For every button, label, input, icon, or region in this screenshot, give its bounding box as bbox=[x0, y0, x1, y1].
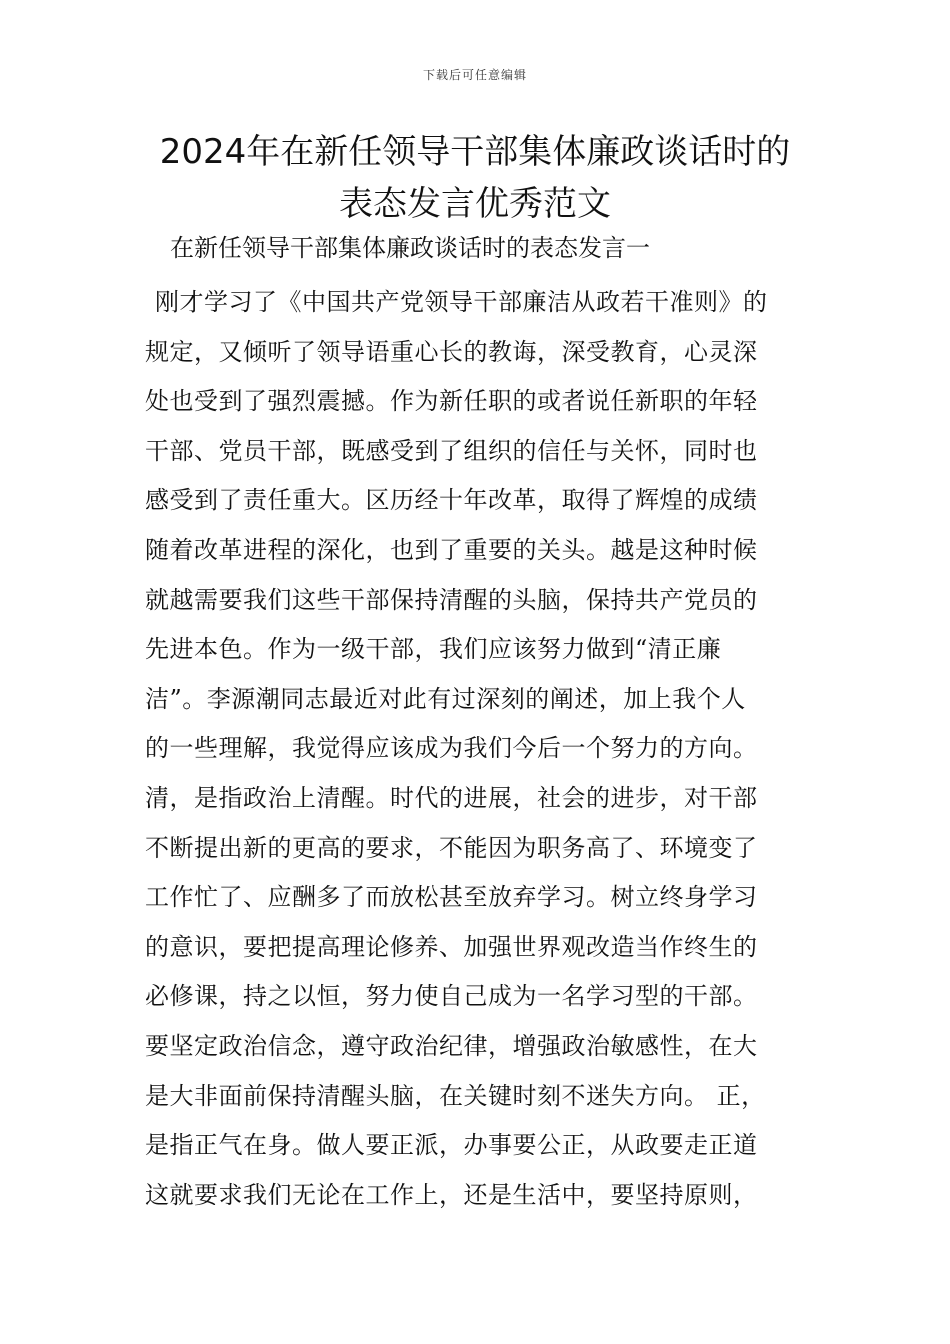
text-line: 刚才学习了《中国共产党领导干部廉洁从政若干准则》的 bbox=[155, 288, 768, 316]
text-line: 的一些理解，我觉得应该成为我们今后一个努力的方向。 bbox=[145, 734, 758, 763]
text-line: 工作忙了、应酬多了而放松甚至放弃学习。树立终身学习 bbox=[145, 883, 758, 912]
text-line: 先进本色。作为一级干部，我们应该努力做到“清正廉 bbox=[145, 635, 722, 664]
section-subtitle: 在新任领导干部集体廉政谈话时的表态发言一 bbox=[170, 234, 650, 262]
text-line: 要坚定政治信念，遵守政治纪律，增强政治敏感性，在大 bbox=[145, 1031, 758, 1060]
header-note: 下载后可任意编辑 bbox=[422, 68, 527, 82]
document-title bbox=[100, 126, 850, 230]
text-line: 规定，又倾听了领导语重心长的教诲，深受教育，心灵深 bbox=[145, 337, 758, 366]
text-line: 清，是指政治上清醒。时代的进展，社会的进步，对干部 bbox=[145, 783, 758, 812]
text-line: 感受到了责任重大。区历经十年改革，取得了辉煌的成绩 bbox=[145, 486, 758, 515]
text-line: 是大非面前保持清醒头脑，在关键时刻不迷失方向。 正， bbox=[145, 1081, 766, 1110]
text-line: 随着改革进程的深化，也到了重要的关头。越是这种时候 bbox=[145, 535, 758, 564]
text-line: 就越需要我们这些干部保持清醒的头脑，保持共产党员的 bbox=[145, 585, 758, 614]
text-line: 处也受到了强烈震撼。作为新任职的或者说任新职的年轻 bbox=[145, 387, 758, 416]
text-line: 这就要求我们无论在工作上，还是生活中，要坚持原则， bbox=[145, 1180, 758, 1209]
body-paragraph bbox=[145, 278, 810, 1220]
text-line: 的意识，要把提高理论修养、加强世界观改造当作终生的 bbox=[145, 932, 758, 961]
text-line: 干部、党员干部，既感受到了组织的信任与关怀，同时也 bbox=[145, 436, 758, 465]
text-line: 不断提出新的更高的要求，不能因为职务高了、环境变了 bbox=[145, 833, 758, 862]
title-line-1: 2024年在新任领导干部集体廉政谈话时的 bbox=[159, 132, 791, 172]
text-line: 是指正气在身。做人要正派，办事要公正，从政要走正道 bbox=[145, 1131, 758, 1160]
title-line-2: 表态发言优秀范文 bbox=[339, 184, 611, 224]
text-line: 洁”。李源潮同志最近对此有过深刻的阐述，加上我个人 bbox=[145, 684, 746, 713]
text-line: 必修课，持之以恒，努力使自己成为一名学习型的干部。 bbox=[145, 982, 758, 1011]
